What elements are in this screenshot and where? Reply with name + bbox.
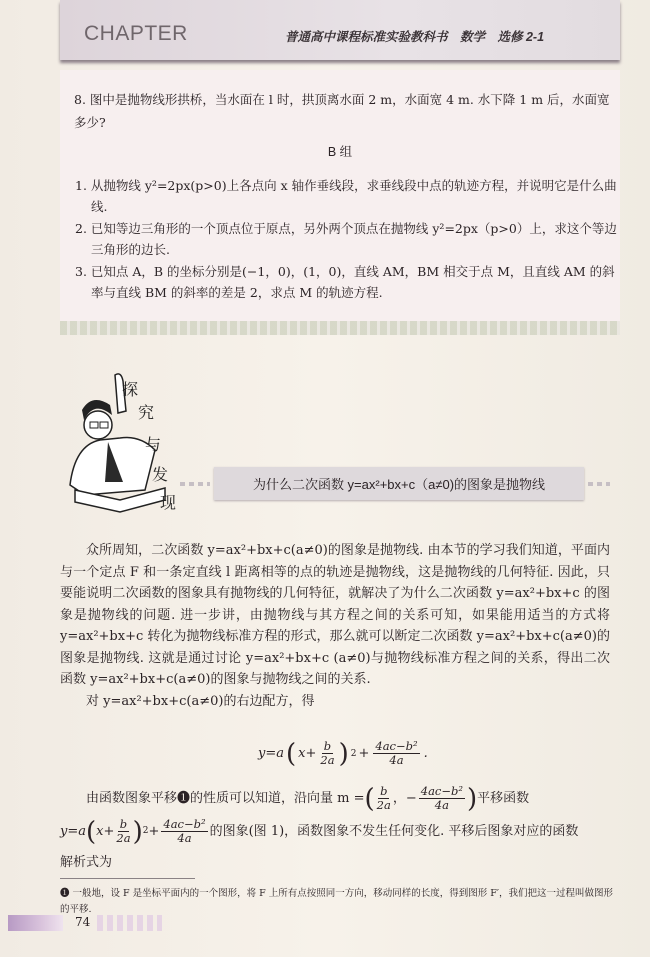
footnote: ❶ 一般地，设 F 是坐标平面内的一个图形，将 F 上所有点按照同一方向，移动同样的长度，得到图形 F′，我们把这一过程叫做图形的平移. bbox=[60, 888, 614, 915]
page-bar-right bbox=[97, 915, 162, 931]
paren: ) bbox=[338, 738, 349, 769]
num: 4ac−b² bbox=[375, 739, 418, 753]
plus: + bbox=[148, 823, 160, 839]
paren: ( bbox=[86, 816, 97, 847]
exercise-b1: 1. 从抛物线 y²=2px(p>0)上各点向 x 轴作垂线段，求垂线段中点的轨迹方程，并说明它是什么曲线. bbox=[75, 178, 617, 214]
frac-constant bbox=[161, 818, 207, 845]
explore-title-banner bbox=[214, 467, 584, 500]
vec-frac-2 bbox=[419, 785, 465, 812]
frac-b-2a bbox=[116, 818, 130, 845]
den: 2a bbox=[116, 831, 131, 845]
den: 2a bbox=[376, 798, 391, 812]
den: 4a bbox=[434, 798, 449, 812]
banner-dash-right bbox=[588, 482, 610, 486]
svg-text:究: 究 bbox=[138, 403, 155, 422]
explore-title: 为什么二次函数 y=ax²+bx+c（a≠0)的图象是抛物线 bbox=[252, 477, 546, 492]
num: 4ac−b² bbox=[420, 784, 463, 798]
comma: ，− bbox=[392, 790, 417, 806]
exercise-box bbox=[60, 70, 620, 335]
exercise-b3: 3. 已知点 A，B 的坐标分别是(−1，0)，(1，0)，直线 AM，BM 相交于点 M，且直线 AM 的斜率与直线 BM 的斜率的差是 2，求点 M 的轨迹方程. bbox=[75, 264, 615, 300]
paren: ( bbox=[286, 738, 297, 769]
paren: ) bbox=[132, 816, 143, 847]
chapter-label: CHAPTER bbox=[84, 22, 188, 45]
svg-text:现: 现 bbox=[160, 493, 177, 512]
frac-b-2a bbox=[320, 740, 334, 767]
exponent: 2 bbox=[142, 825, 149, 836]
num: b bbox=[380, 784, 388, 798]
paren: ) bbox=[466, 783, 478, 814]
den: 2a bbox=[320, 753, 335, 767]
paragraph-1: 众所周知，二次函数 y=ax²+bx+c(a≠0)的图象是抛物线. 由本节的学习我们知道，平面内与一个定点 F 和一条定直线 l 距离相等的点的轨迹是抛物线，这是抛物线的几何特征. 因此，只要能说明二次函数的图象具有抛物线的几何特征，就解决了为什么二次函数 y=ax²+bx+c 的图象是抛物线的问题. 进一步讲，由抛物线与其方程之间的关系可知，如果能用适当的方式将 y=ax²+bx+c 转化为抛物线标准方程的形式，那么就可以断定二次函数 y=ax²+bx+c(a≠0)的图象是抛物线. 这就是通过讨论 y=ax²+bx+c (a≠0)与抛物线标准方程之间的关系，得出二次函数 y=ax²+bx+c(a≠0)的图象与抛物线之间的关系. bbox=[60, 543, 610, 687]
explore-cartoon-icon bbox=[60, 370, 180, 515]
eq-lhs: y=a bbox=[258, 746, 284, 761]
page-bar-left bbox=[8, 915, 63, 931]
group-b-heading: B 组 bbox=[327, 145, 353, 159]
paragraph-3-line-2 bbox=[60, 818, 610, 845]
p3-text-c: 的图象(图 1)，函数图象不发生任何变化. 平移后图象对应的函数 bbox=[209, 823, 579, 839]
den: 4a bbox=[389, 753, 404, 767]
p3-text-b: 平移函数 bbox=[477, 790, 530, 806]
num: 4ac−b² bbox=[163, 817, 206, 831]
svg-text:与: 与 bbox=[145, 435, 162, 454]
vertex-form-equation bbox=[258, 740, 428, 767]
period: . bbox=[423, 746, 428, 761]
eq-x: x+ bbox=[96, 823, 115, 839]
page-header bbox=[60, 0, 620, 60]
den: 4a bbox=[177, 831, 192, 845]
decorative-strip bbox=[60, 321, 620, 335]
svg-text:探: 探 bbox=[122, 380, 139, 399]
vec-frac-1 bbox=[377, 785, 391, 812]
paragraph-2: 对 y=ax²+bx+c(a≠0)的右边配方，得 bbox=[86, 693, 315, 709]
banner-dash-left bbox=[180, 482, 210, 486]
eq-x: x+ bbox=[298, 746, 317, 761]
book-title: 普通高中课程标准实验教科书 数学 选修 2-1 bbox=[285, 30, 545, 44]
frac-constant bbox=[373, 740, 419, 767]
eq-lhs: y=a bbox=[60, 823, 86, 839]
exercise-8: 8. 图中是抛物线形拱桥，当水面在 l 时，拱顶离水面 2 m，水面宽 4 m. 水下降 1 m 后，水面宽多少? bbox=[74, 92, 610, 130]
num: b bbox=[119, 817, 128, 831]
num: b bbox=[323, 739, 332, 753]
paren: ( bbox=[364, 783, 375, 814]
p3-text-a: 由函数图象平移❶的性质可以知道，沿向量 m = bbox=[86, 790, 365, 806]
exponent: 2 bbox=[350, 748, 357, 759]
paragraph-3-line-1 bbox=[60, 785, 610, 812]
body-text bbox=[60, 540, 610, 712]
svg-text:发: 发 bbox=[152, 465, 169, 484]
page-number: 74 bbox=[75, 915, 91, 929]
exercise-b2: 2. 已知等边三角形的一个顶点位于原点，另外两个顶点在抛物线 y²=2px（p>0）上，求这个等边三角形的边长. bbox=[75, 221, 617, 257]
footnote-divider bbox=[60, 878, 195, 879]
p3-text-d: 解析式为 bbox=[60, 855, 113, 870]
plus: + bbox=[358, 746, 370, 761]
